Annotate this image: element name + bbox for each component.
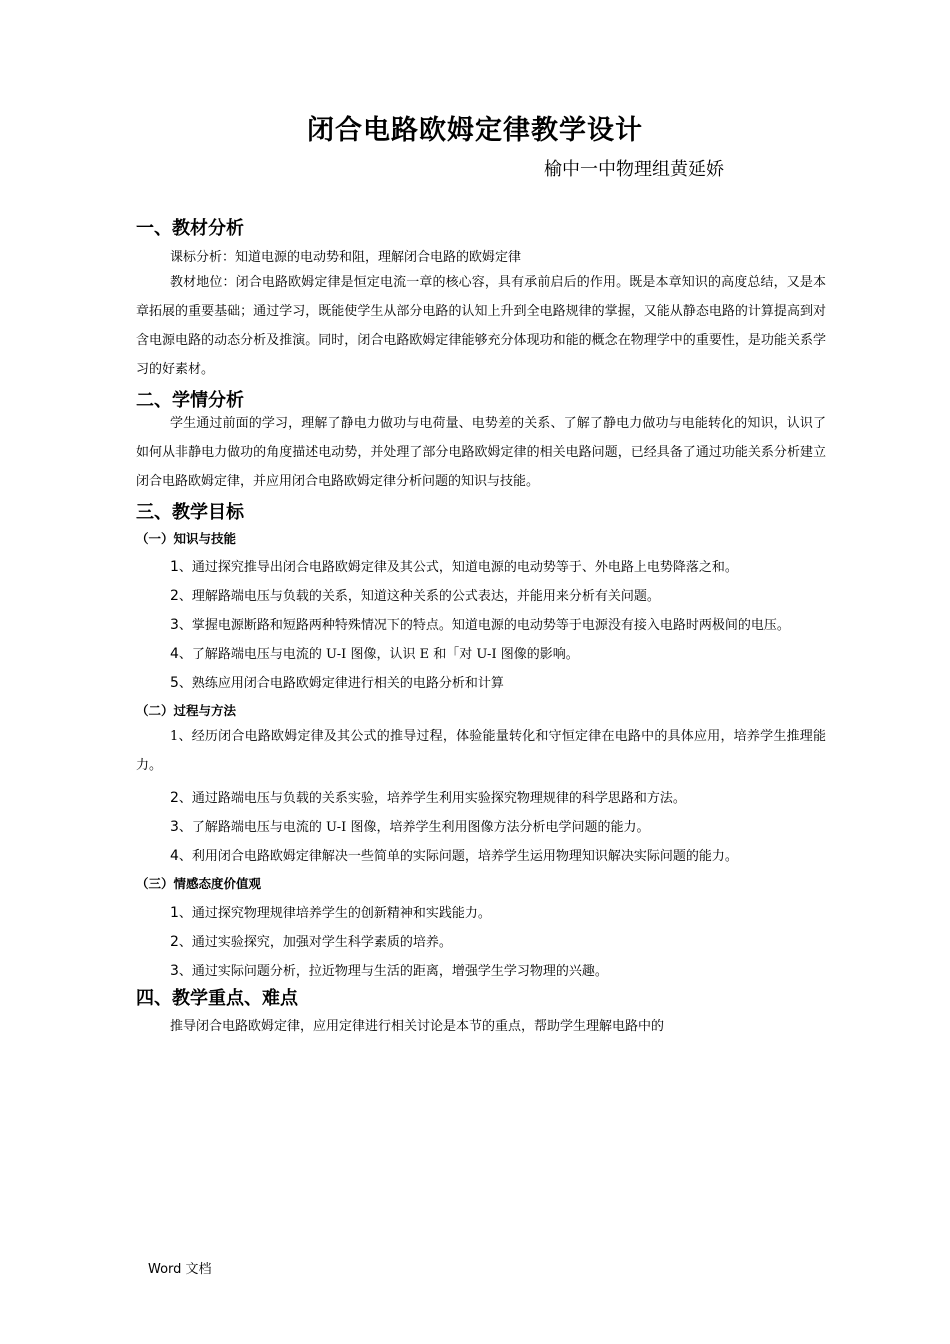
objective-item: 5、熟练应用闭合电路欧姆定律进行相关的电路分析和计算 [170,675,504,691]
document-author: 榆中一中物理组黄延娇 [544,159,724,180]
subsection-heading-attitudes-values: （三）情感态度价值观 [136,876,262,891]
objective-item: 3、了解路端电压与电流的 U-I 图像，培养学生利用图像方法分析电学问题的能力。 [170,819,650,835]
section-heading-learner-analysis: 二、学情分析 [136,390,244,411]
process-item-1-paragraph: 1、经历闭合电路欧姆定律及其公式的推导过程，体验能量转化和守恒定律在电路中的具体应用，培养学生推理能力。 [136,729,826,773]
subsection-heading-process-methods: （二）过程与方法 [136,703,237,718]
key-points-paragraph: 推导闭合电路欧姆定律，应用定律进行相关讨论是本节的重点，帮助学生理解电路中的 [170,1019,665,1034]
objective-item: 4、利用闭合电路欧姆定律解决一些简单的实际问题，培养学生运用物理知识解决实际问题的能力。 [170,848,738,864]
section-heading-teaching-objectives: 三、教学目标 [136,502,244,523]
objective-item: 1、通过探究推导出闭合电路欧姆定律及其公式，知道电源的电动势等于、外电路上电势降落之和。 [170,559,738,575]
objective-item: 4、了解路端电压与电流的 U-I 图像，认识 E 和「对 U-I 图像的影响。 [170,646,579,662]
subsection-heading-knowledge-skills: （一）知识与技能 [136,531,237,546]
section-heading-textbook-analysis: 一、教材分析 [136,218,244,239]
objective-item: 3、通过实际问题分析，拉近物理与生活的距离，增强学生学习物理的兴趣。 [170,963,608,979]
curriculum-analysis-paragraph: 课标分析：知道电源的电动势和阻，理解闭合电路的欧姆定律 [170,250,522,265]
learner-analysis-paragraph: 学生通过前面的学习，理解了静电力做功与电荷量、电势差的关系、了解了静电力做功与电能转化的知识，认识了如何从非静电力做功的角度描述电动势，并处理了部分电路欧姆定律的相关电路问题，已经具备了通过功能关系分析建立闭合电路欧姆定律，并应用闭合电路欧姆定律分析问题的知识与技能。 [136,416,826,489]
section-heading-key-points: 四、教学重点、难点 [136,988,298,1009]
document-title: 闭合电路欧姆定律教学设计 [307,115,643,146]
objective-item: 1、通过探究物理规律培养学生的创新精神和实践能力。 [170,905,491,921]
objective-item: 2、通过实验探究，加强对学生科学素质的培养。 [170,934,452,950]
objective-item: 3、掌握电源断路和短路两种特殊情况下的特点。知道电源的电动势等于电源没有接入电路时两极间的电压。 [170,617,790,633]
objective-item: 2、理解路端电压与负载的关系，知道这种关系的公式表达，并能用来分析有关问题。 [170,588,660,604]
textbook-position-paragraph: 教材地位：闭合电路欧姆定律是恒定电流一章的核心容，具有承前启后的作用。既是本章知识的高度总结，又是本章拓展的重要基础；通过学习，既能使学生从部分电路的认知上升到全电路规律的掌握，又能从静态电路的计算提高到对含电源电路的动态分析及推演。同时，闭合电路欧姆定律能够充分体现功和能的概念在物理学中的重要性，是功能关系学习的好素材。 [136,275,826,377]
page-footer: Word 文档 [148,1262,212,1277]
objective-item: 2、通过路端电压与负载的关系实验，培养学生利用实验探究物理规律的科学思路和方法。 [170,790,686,806]
